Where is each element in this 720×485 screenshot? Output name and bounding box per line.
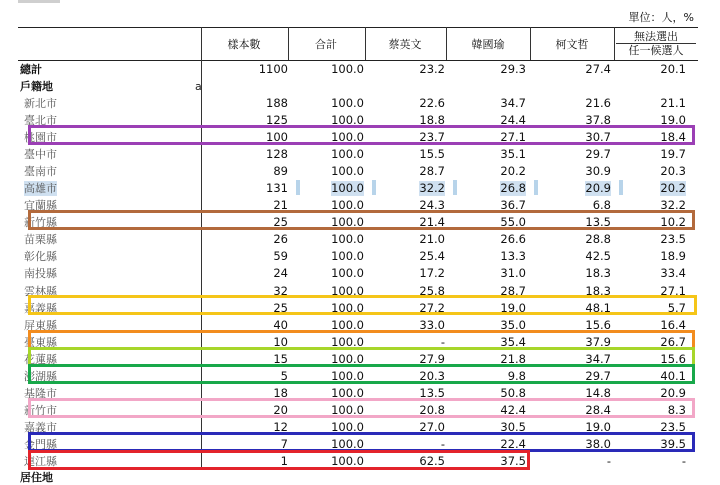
row-value: 100.0 [331,419,364,434]
row-value: 36.7 [500,198,526,213]
column-divider [365,27,366,60]
row-value: 42.5 [585,249,611,264]
row-value: 22.4 [500,436,526,451]
column-divider [288,27,289,60]
row-value: 59 [273,249,288,264]
row-value: 21.6 [585,96,611,111]
row-value: 100.0 [331,351,364,366]
table-row [18,248,698,265]
row-value: 100.0 [331,266,364,281]
row-value: 20.9 [660,385,686,400]
row-value: 55.0 [500,215,526,230]
row-value: 18.9 [660,249,686,264]
table-row [18,163,698,180]
row-value: 34.7 [500,96,526,111]
row-value: 23.5 [660,419,686,434]
row-value: 25.8 [419,283,445,298]
row-value: - [440,334,445,349]
row-label: 戶籍地 [20,80,53,94]
row-value: 25 [273,300,288,315]
row-value: 100.0 [331,215,364,230]
selection-marker [372,180,376,195]
row-value: 17.2 [419,266,445,281]
row-value: 37.9 [585,334,611,349]
row-value: 100.0 [331,402,364,417]
row-value: 100.0 [331,385,364,400]
row-value: 33.0 [419,317,445,332]
row-label: 桃園市 [24,131,57,145]
row-value: 100.0 [331,164,364,179]
row-label: 臺北市 [24,114,57,128]
row-value: 20.1 [660,62,686,76]
row-value: 35.1 [500,147,526,162]
column-divider [530,27,531,60]
row-value: 29.7 [585,368,611,383]
row-value: 100.0 [331,147,364,162]
next-section-label: 居住地 [20,471,53,484]
row-value: 100.0 [331,300,364,315]
table-row [18,61,698,78]
row-value: 10 [273,334,288,349]
row-value: 27.9 [419,351,445,366]
row-value: 19.7 [660,147,686,162]
row-value: 30.5 [500,419,526,434]
row-value: 128 [266,147,288,162]
row-value: 33.4 [660,266,686,281]
row-value: 19.0 [660,113,686,128]
row-value: 21.1 [660,96,686,111]
row-value: 100.0 [331,283,364,298]
row-value: 26.8 [500,181,526,196]
row-value: 20.2 [660,181,686,196]
row-value: 37.5 [500,453,526,468]
row-value: 16.4 [660,317,686,332]
row-value: - [606,453,611,468]
row-value: 15.6 [660,351,686,366]
row-value: 25 [273,215,288,230]
row-value: 13.3 [500,249,526,264]
row-value: 15.6 [585,317,611,332]
row-value: 40 [273,317,288,332]
row-value: 27.1 [660,283,686,298]
row-value: 20.3 [660,164,686,179]
row-value: 100.0 [331,62,364,76]
row-value: 100.0 [331,249,364,264]
row-value: 20.8 [419,402,445,417]
col-header-total: 合計 [315,38,337,51]
row-value: 100 [266,130,288,145]
row-value: 1100 [258,62,288,76]
col-header-sample: 樣本數 [227,38,261,51]
row-label: 屏東縣 [24,318,57,332]
row-value: 19.0 [500,300,526,315]
row-value: 18.8 [419,113,445,128]
row-value: 34.7 [585,351,611,366]
col-header-ko: 柯文哲 [555,38,589,51]
row-value: 20.2 [500,164,526,179]
row-value: 18.3 [585,283,611,298]
row-label: 花蓮縣 [24,352,57,366]
selection-marker [296,180,300,195]
row-value: 18 [273,385,288,400]
row-value: 21.0 [419,232,445,247]
row-value: 1 [280,453,288,468]
row-value: 5.7 [667,300,686,315]
col-header-tsai: 蔡英文 [388,38,422,51]
row-value: 39.5 [660,436,686,451]
row-value: 20.9 [585,181,611,196]
row-value: 89 [273,164,288,179]
table-row [18,78,698,95]
row-value: 38.0 [585,436,611,451]
highlight-box-pink [28,398,695,418]
row-value: 35.4 [500,334,526,349]
row-value: 20.3 [419,368,445,383]
row-value: 19.0 [585,419,611,434]
row-value: 23.5 [660,232,686,247]
row-label: 南投縣 [24,267,57,281]
highlight-box-brown [28,210,695,230]
row-value: 100.0 [331,232,364,247]
col-header-none-line1: 無法選出 [634,30,678,43]
row-value: 32.2 [660,198,686,213]
row-value: 31.0 [500,266,526,281]
row-value: 27.4 [585,62,611,76]
row-value: 21.4 [419,215,445,230]
row-value: 26.7 [660,334,686,349]
row-label: 臺東縣 [24,335,57,349]
row-label: 臺中市 [24,148,57,162]
row-value: 100.0 [331,436,364,451]
table-row [18,180,698,197]
row-label: 總計 [20,63,42,76]
highlight-box-green [28,364,695,384]
row-value: 27.0 [419,419,445,434]
row-value: 40.1 [660,368,686,383]
row-value: 21 [273,198,288,213]
row-value: 22.6 [419,96,445,111]
row-value: - [440,436,445,451]
row-value: 48.1 [585,300,611,315]
row-label: 連江縣 [24,454,57,468]
row-label: 雲林縣 [24,284,57,298]
table-row [18,146,698,163]
row-value: 14.8 [585,385,611,400]
row-label: 苗栗縣 [24,233,57,247]
row-value: 28.7 [419,164,445,179]
row-label: 新竹市 [24,403,57,417]
row-value: 29.7 [585,147,611,162]
row-label: 基隆市 [24,386,57,400]
row-value: 131 [266,181,288,196]
row-value: 10.2 [660,215,686,230]
row-label: 新竹縣 [24,216,57,230]
row-value: 20 [273,402,288,417]
row-value: 28.7 [500,283,526,298]
row-label: 嘉義縣 [24,301,57,315]
selection-marker [453,180,457,195]
top-rule-fragment [18,0,60,3]
table-row [18,231,698,248]
row-value: 25.4 [419,249,445,264]
row-value: 100.0 [331,317,364,332]
row-value: 26.6 [500,232,526,247]
row-value: 13.5 [419,385,445,400]
row-value: 62.5 [419,453,445,468]
row-value: 100.0 [331,334,364,349]
row-value: 12 [273,419,288,434]
column-divider [446,27,447,60]
row-value: 18.3 [585,266,611,281]
row-value: 24.3 [419,198,445,213]
col-header-none-line2: 任一候選人 [616,43,696,57]
row-value: - [681,453,686,468]
row-value: 7 [280,436,288,451]
col-header-han: 韓國瑜 [471,38,505,51]
row-label: 宜蘭縣 [24,199,57,213]
row-value: 100.0 [331,453,364,468]
selection-marker [534,180,538,195]
row-value: 32.2 [419,181,445,196]
row-value: 100.0 [331,96,364,111]
row-value: 21.8 [500,351,526,366]
row-value: 35.0 [500,317,526,332]
row-value: 9.8 [507,368,526,383]
row-value: 42.4 [500,402,526,417]
selection-marker [619,180,623,195]
row-value: 27.1 [500,130,526,145]
row-value: 125 [266,113,288,128]
row-value: 15 [273,351,288,366]
row-value: 15.5 [419,147,445,162]
row-value: 100.0 [331,130,364,145]
table-row [18,95,698,112]
row-value: 37.8 [585,113,611,128]
row-value: 23.2 [419,62,445,76]
row-value: 188 [266,96,288,111]
row-value: 100.0 [331,198,364,213]
row-label: 高雄市 [24,182,57,196]
row-value: 8.3 [667,402,686,417]
row-value: 30.9 [585,164,611,179]
row-value: 50.8 [500,385,526,400]
row-value: 5 [280,368,288,383]
row-value: 26 [273,232,288,247]
row-label: 澎湖縣 [24,369,57,383]
row-value: 13.5 [585,215,611,230]
row-value: 30.7 [585,130,611,145]
row-value: 29.3 [500,62,526,76]
highlight-box-blue [28,432,695,452]
footnote-mark: a [195,80,202,93]
highlight-box-red [28,450,530,470]
header-top-rule [18,27,698,28]
col-header-none [616,30,696,57]
row-label: 嘉義市 [24,420,57,434]
row-value: 27.2 [419,300,445,315]
highlight-box-purple [28,125,695,145]
row-value: 100.0 [331,113,364,128]
column-divider [614,27,615,60]
row-value: 100.0 [331,368,364,383]
row-label: 臺南市 [24,165,57,179]
row-value: 28.4 [585,402,611,417]
highlight-box-gold [28,295,697,315]
row-value: 6.8 [592,198,611,213]
row-value: 28.8 [585,232,611,247]
row-label: 金門縣 [24,437,57,451]
row-value: 100.0 [331,181,364,196]
row-value: 23.7 [419,130,445,145]
row-value: 18.4 [660,130,686,145]
unit-note: 單位：人，% [628,11,694,24]
row-label: 彰化縣 [24,250,57,264]
row-label: 新北市 [24,97,57,111]
table-row [18,265,698,282]
row-value: 24 [273,266,288,281]
row-value: 32 [273,283,288,298]
row-value: 24.4 [500,113,526,128]
